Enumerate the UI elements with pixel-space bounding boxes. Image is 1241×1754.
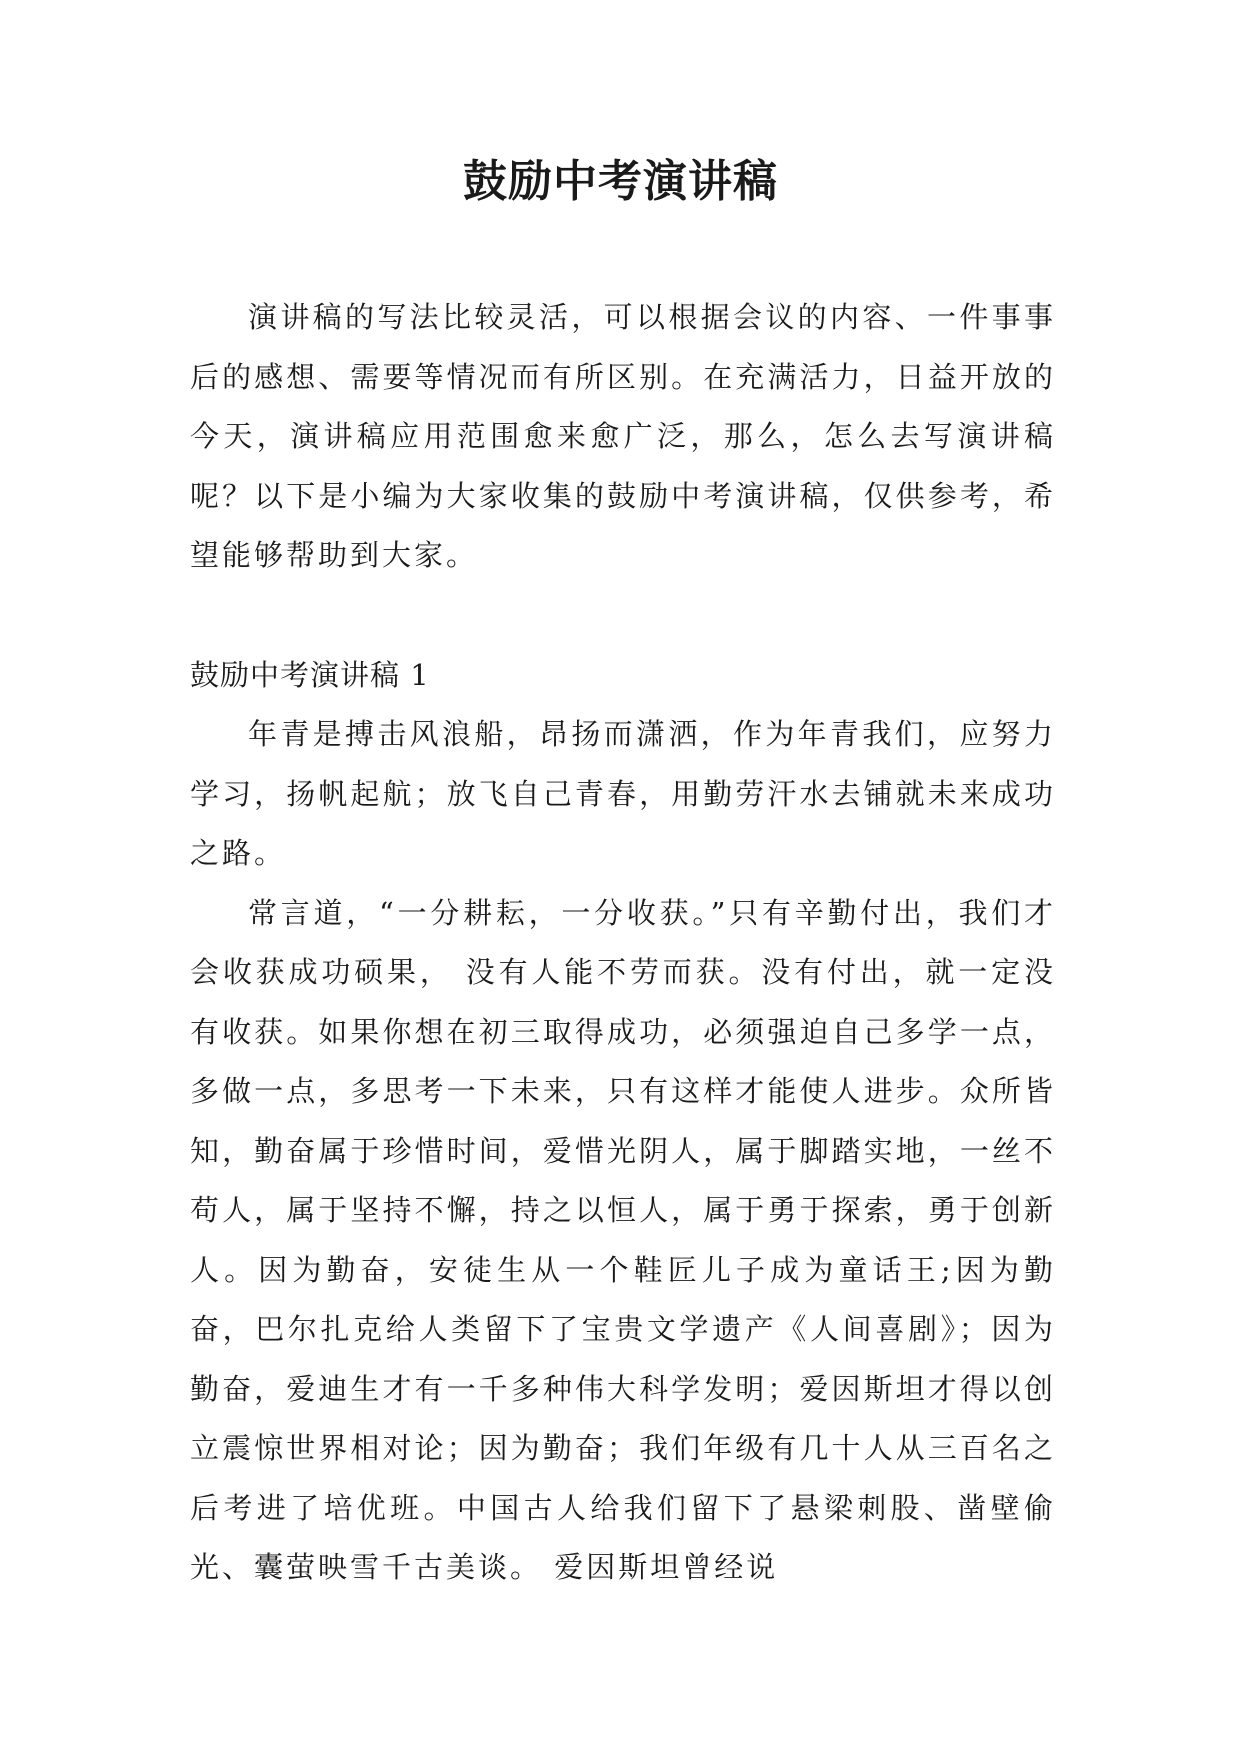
- body-paragraph: 年青是搏击风浪船，昂扬而潇洒，作为年青我们，应努力学习，扬帆起航；放飞自己青春，用勤劳汗水去铺就未来成功之路。: [190, 717, 1056, 870]
- body-paragraph: 常言道，“一分耕耘，一分收获。”只有辛勤付出，我们才会收获成功硕果， 没有人能不劳而获。没有付出，就一定没有收获。如果你想在初三取得成功，必须强迫自己多学一点，多做一点，多思考一下未来，只有这样才能使人进步。众所皆知，勤奋属于珍惜时间，爱惜光阴人，属于脚踏实地，一丝不苟人，属于坚持不懈，持之以恒人，属于勇于探索，勇于创新人。因为勤奋，安徒生从一个鞋匠儿子成为童话王;因为勤奋，巴尔扎克给人类留下了宝贵文学遗产《人间喜剧》；因为勤奋，爱迪生才有一千多种伟大科学发明；爱因斯坦才得以创立震惊世界相对论；因为勤奋；我们年级有几十人从三百名之后考进了培优班。中国古人给我们留下了悬梁刺股、凿壁偷光、囊萤映雪千古美谈。 爱因斯坦曾经说: [190, 895, 1056, 1584]
- intro-paragraph: 演讲稿的写法比较灵活，可以根据会议的内容、一件事事后的感想、需要等情况而有所区别。在充满活力，日益开放的今天，演讲稿应用范围愈来愈广泛，那么，怎么去写演讲稿呢？以下是小编为大家收集的鼓励中考演讲稿，仅供参考，希望能够帮助到大家。: [190, 300, 1056, 572]
- document-title: 鼓励中考演讲稿: [463, 156, 778, 207]
- document-body: [190, 288, 1056, 1598]
- section-heading: 鼓励中考演讲稿 1: [190, 657, 430, 692]
